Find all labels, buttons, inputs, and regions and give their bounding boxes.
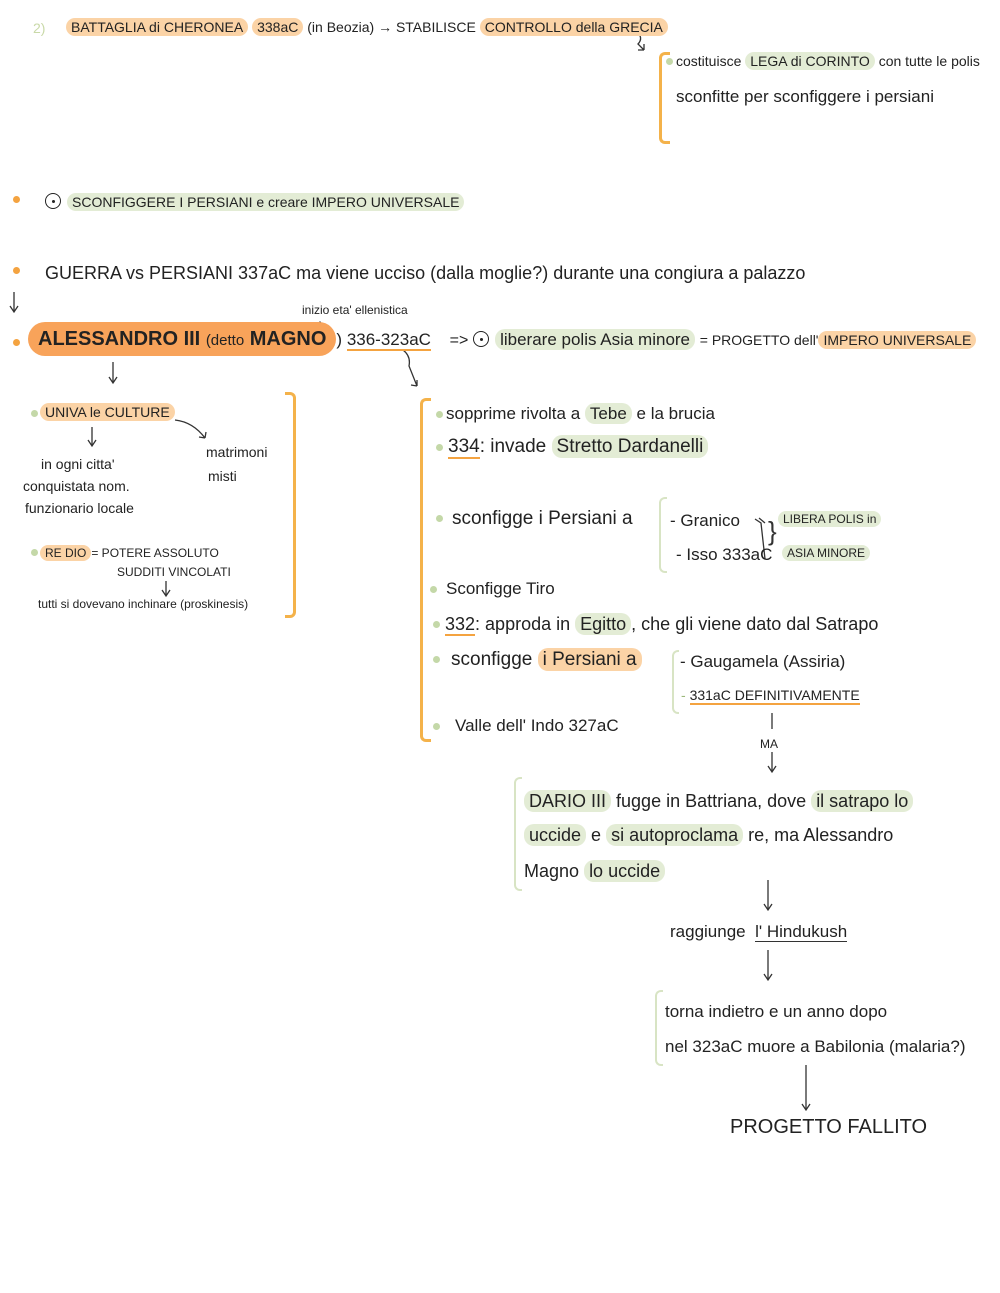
dario-line-1 [524,790,913,812]
raggiunge [670,921,847,943]
item2-year: 334 [448,436,480,457]
item5-post: , che gli viene dato dal Satrapo [631,614,879,634]
libera-1 [778,512,881,527]
item-6 [451,649,642,671]
war-bullet [13,267,20,274]
dario-fugge: fugge in Battriana, dove [616,791,807,811]
goal-empire: IMPERO UNIVERSALE [818,331,976,349]
battle-brace: } [768,516,777,546]
gaugamela-bracket [672,650,679,714]
citta-3: funzionario locale [25,500,134,516]
matrimoni-2: misti [208,468,237,484]
alexander-name: ALESSANDRO III [38,328,201,350]
item-3: sconfigge i Persiani a [452,508,633,529]
dario-e: e [591,825,602,845]
league-line-1 [676,52,980,70]
item-4: Sconfigge Tiro [446,579,555,598]
item4-bullet [430,586,437,593]
redio-line [40,546,219,561]
item6-pre: sconfigge [451,649,533,670]
item-5 [445,613,878,635]
dario-line-2 [524,824,893,846]
dario-name: DARIO III [524,790,611,812]
item2-bullet [436,444,443,451]
league-name: LEGA di CORINTO [745,52,875,70]
citta-2: conquistata nom. [23,478,130,494]
left-bracket [285,392,296,618]
goal-project: = PROGETTO dell' [699,332,819,348]
dario-satrapo: il satrapo lo [811,790,913,812]
libera-2-text: ASIA MINORE [782,545,870,561]
item3-bullet [436,515,443,522]
gaugamela: - Gaugamela (Assiria) [680,652,846,671]
potere-assoluto: = POTERE ASSOLUTO [91,546,219,560]
item1-bullet [436,411,443,418]
greece-control: CONTROLLO della GRECIA [480,18,668,36]
raggiunge-text: raggiunge [670,922,746,941]
battle-name: BATTAGLIA di CHERONEA [66,18,248,36]
proskinesis: tutti si dovevano inchinare (proskinesis) [38,597,249,611]
matrimoni-1: matrimoni [206,444,268,460]
ma-label: MA [760,737,778,751]
torna-2: nel 323aC muore a Babilonia (malaria?) [665,1037,966,1056]
stabilisce-arrow: → STABILISCE [378,19,476,35]
dario-lo-uccide: lo uccide [584,860,665,882]
redio-bullet [31,549,38,556]
alexander-line [28,328,976,352]
league-bullet [666,58,673,65]
dario-line-3 [524,860,665,882]
dario-magno: Magno [524,861,580,881]
goal-text-2: e creare [256,194,308,210]
definitivamente [681,686,860,704]
hindukush: l' Hindukush [755,922,848,941]
univa [40,403,175,421]
item7-bullet [433,723,440,730]
war-line: GUERRA vs PERSIANI 337aC ma viene ucciso (dalla moglie?) durante una congiura a palazzo [45,263,806,283]
item-7: Valle dell' Indo 327aC [455,716,619,735]
torna-bracket [655,990,663,1066]
sudditi: SUDDITI VINCOLATI [117,565,231,579]
item6-hl: i Persiani a [538,648,642,671]
battle-place: (in Beozia) [307,19,375,35]
alexander-bullet [13,339,20,346]
battle-year: 338aC [252,18,303,36]
alexander-close: ) [336,330,343,349]
torna-1: torna indietro e un anno dopo [665,1002,888,1021]
item5-year: 332 [445,614,476,634]
def-dash: - [681,687,690,703]
league-bracket [659,52,670,144]
league-line-2: sconfitte per sconfiggere i persiani [676,87,934,106]
item6-bullet [433,656,440,663]
granico: - Granico [670,511,740,530]
item-2 [448,436,708,458]
league-post: con tutte le polis [878,53,980,69]
goal-line [45,193,464,211]
implies-arrow: => [449,332,469,349]
dario-re: re, ma Alessandro [748,825,894,845]
item5-place: Egitto [575,613,631,635]
libera-1-text: LIBERA POLIS in [778,511,881,527]
battle-bracket [659,497,667,573]
item1-pre: sopprime rivolta a [446,404,581,423]
goal-target-icon [473,331,489,347]
alexander-magno: MAGNO [249,328,327,350]
campaign-bracket [420,398,431,742]
item5-mid: : approda in [475,614,571,634]
item1-post: e la brucia [636,404,715,423]
dario-bracket [514,777,522,891]
goal-bullet [13,196,20,203]
alexander-dates: 336-323aC [346,330,431,349]
era-note: inizio eta' ellenistica [302,303,408,317]
univa-label: UNIVA le CULTURE [40,403,175,421]
section-number: 2) [33,20,46,36]
univa-bullet [31,410,38,417]
goal-text-1: SCONFIGGERE I PERSIANI [72,194,253,210]
item2-mid: : invade [479,436,547,457]
citta-1: in ogni citta' [41,456,115,472]
cheronea-line [66,18,668,36]
dario-autoproclama: si autoproclama [606,824,743,846]
item2-place: Stretto Dardanelli [552,435,709,458]
progetto-fallito: PROGETTO FALLITO [730,1116,928,1138]
item1-tebe: Tebe [585,403,632,424]
redio-label: RE DIO [40,545,91,561]
alexander-detto: (detto [205,332,245,349]
isso: - Isso 333aC [676,545,773,564]
goal-text-3: IMPERO UNIVERSALE [311,194,460,210]
league-pre: costituisce [676,53,742,69]
item5-bullet [433,621,440,628]
goal-liberate: liberare polis Asia minore [495,329,695,350]
target-icon [45,193,61,209]
item-1 [446,403,715,425]
alexander-name-badge [28,322,336,356]
libera-2 [782,546,870,561]
def-text: 331aC DEFINITIVAMENTE [689,687,860,703]
dario-uccide: uccide [524,824,586,846]
